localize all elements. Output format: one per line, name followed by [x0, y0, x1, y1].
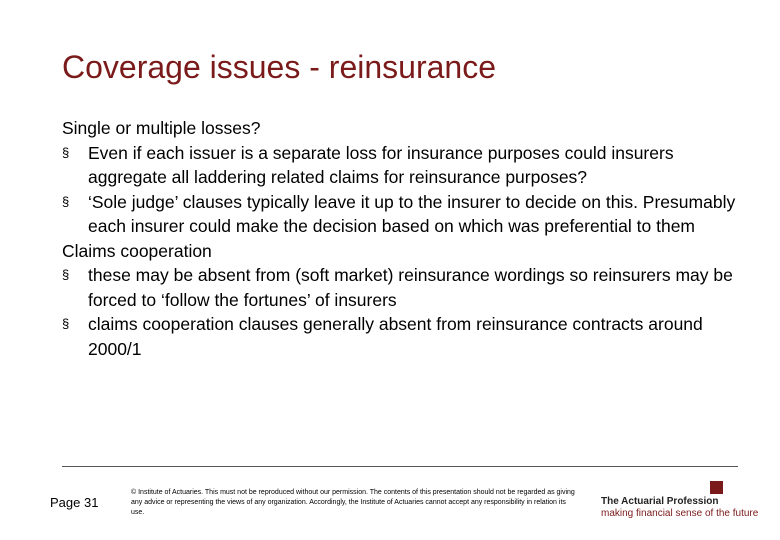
bullet-item	[62, 263, 752, 312]
footer-divider	[62, 466, 738, 467]
bullet-text: claims cooperation clauses generally absent from reinsurance contracts around 2000/1	[88, 314, 703, 359]
bullet-marker-icon: §	[62, 316, 70, 331]
bullet-text: ‘Sole judge’ clauses typically leave it up to the insurer to decide on this. Presumably each insurer could make the decision based on which was preferential to them	[88, 191, 736, 236]
slide-body	[62, 116, 752, 361]
logo-name: The Actuarial Profession	[601, 496, 719, 507]
section-single-or-multiple-losses	[62, 116, 752, 239]
section-claims-cooperation	[62, 239, 752, 362]
section-heading: Single or multiple losses?	[62, 118, 261, 138]
bullet-item	[62, 141, 752, 190]
bullet-marker-icon: §	[62, 267, 70, 282]
slide-title: Coverage issues - reinsurance	[62, 49, 496, 85]
bullet-marker-icon: §	[62, 193, 70, 209]
bullet-text: Even if each issuer is a separate loss for insurance purposes could insurers aggregate all laddering related claims for reinsurance purposes?	[88, 142, 674, 187]
section-heading: Claims cooperation	[62, 240, 212, 261]
logo-tagline: making financial sense of the future	[601, 508, 759, 519]
bullet-item	[62, 190, 752, 239]
page-number: Page 31	[50, 495, 99, 510]
bullet-item	[62, 312, 752, 361]
logo-square-icon	[710, 481, 723, 494]
copyright-notice: © Institute of Actuaries. This must not be reproduced without our permission. The contents of this presentation should not be regarded as giving any advice or representing the views of any organization. Accordingly, the Institute of Actuaries cannot accept any responsibility in relation its use.	[131, 489, 575, 516]
bullet-text: these may be absent from (soft market) reinsurance wordings so reinsurers may be forced to ‘follow the fortunes’ of insurers	[88, 265, 733, 310]
bullet-marker-icon: §	[62, 144, 70, 160]
